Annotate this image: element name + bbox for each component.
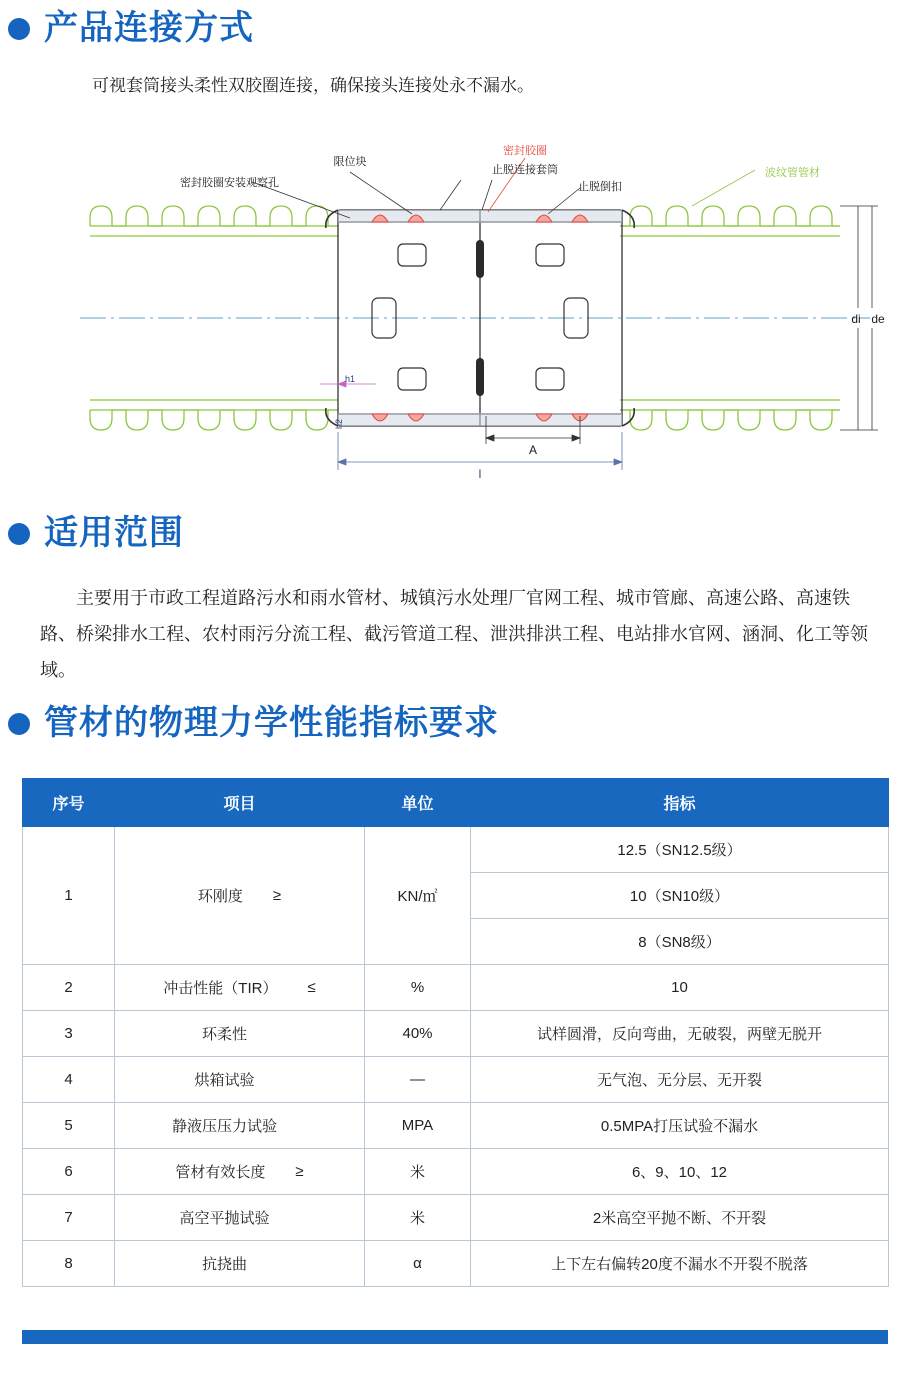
spec-table-wrapper [22,778,888,1287]
section-heading-spec [0,705,499,742]
cell-unit: 米 [365,1195,471,1241]
cell-item [115,1149,365,1195]
cell-item-label: 静液压压力试验 [171,1118,277,1135]
cell-index: 无气泡、无分层、无开裂 [471,1057,889,1103]
cell-index: 10（SN10级） [471,873,889,919]
table-row [23,965,889,1011]
cell-item-label: 管材有效长度 [175,1164,266,1181]
cell-item-label: 环刚度 [197,888,243,905]
cell-index: 2米高空平抛不断、不开裂 [471,1195,889,1241]
bullet-dot-icon [8,713,30,735]
table-row [23,1241,889,1287]
cell-item-symbol: ≤ [307,979,316,996]
cell-no: 7 [23,1195,115,1241]
cell-index: 12.5（SN12.5级） [471,827,889,873]
cell-item [115,965,365,1011]
diagram-dimension-h1: h1 [344,374,356,384]
cell-no: 2 [23,965,115,1011]
cell-item-label: 高空平抛试验 [179,1210,270,1227]
cell-item [115,1195,365,1241]
cell-unit: α [365,1241,471,1287]
diagram-label-anti-slip-sleeve: 止脱连接套筒 [492,164,558,176]
table-row [23,1057,889,1103]
cell-unit: 米 [365,1149,471,1195]
cell-no: 6 [23,1149,115,1195]
cell-item [115,1103,365,1149]
cell-item-symbol: ≥ [272,887,282,904]
diagram-dimension-h2: h2 [334,418,344,430]
cell-unit: % [365,965,471,1011]
section-heading-scope-label: 适用范围 [44,514,184,552]
connection-paragraph: 可视套筒接头柔性双胶圈连接，确保接头连接处永不漏水。 [92,76,534,95]
footer-accent-bar [22,1330,888,1344]
table-header-unit: 单位 [365,779,471,827]
cell-unit: 40% [365,1011,471,1057]
cell-index: 10 [471,965,889,1011]
cell-no: 5 [23,1103,115,1149]
cell-index: 6、9、10、12 [471,1149,889,1195]
table-row [23,1195,889,1241]
cell-item-label: 烘箱试验 [194,1072,255,1089]
table-header-index: 指标 [471,779,889,827]
diagram-dimension-de: de [871,312,885,326]
cell-item [115,827,365,965]
diagram-dimension-a: A [528,443,538,457]
pipe-connection-diagram [20,140,900,495]
cell-unit: — [365,1057,471,1103]
cell-item-label: 冲击性能（TIR） [163,980,278,997]
table-header-row [23,779,889,827]
cell-item-label: 环柔性 [201,1026,247,1043]
diagram-label-corrugated-pipe: 波纹管管材 [765,167,820,179]
bullet-dot-icon [8,18,30,40]
section-heading-connection [0,10,254,47]
table-row [23,1103,889,1149]
table-row [23,1149,889,1195]
cell-item [115,1011,365,1057]
cell-item [115,1241,365,1287]
cell-item [115,1057,365,1103]
bullet-dot-icon [8,523,30,545]
table-row [23,827,889,873]
diagram-dimension-di: di [851,312,861,326]
cell-index: 试样圆滑，反向弯曲，无破裂，两壁无脱开 [471,1011,889,1057]
cell-no: 4 [23,1057,115,1103]
section-heading-spec-label: 管材的物理力学性能指标要求 [44,704,499,742]
cell-index: 8（SN8级） [471,919,889,965]
cell-no: 1 [23,827,115,965]
cell-index: 上下左右偏转20度不漏水不开裂不脱落 [471,1241,889,1287]
diagram-label-seal-ring: 密封胶圈 [503,145,547,157]
diagram-label-limit-block: 限位块 [333,156,367,168]
cell-index: 0.5MPA打压试验不漏水 [471,1103,889,1149]
cell-item-symbol: ≥ [295,1163,304,1180]
diagram-label-anti-slip-buckle: 止脱倒扣 [578,181,622,193]
table-header-no: 序号 [23,779,115,827]
diagram-dimension-l: l [478,467,482,481]
cell-no: 8 [23,1241,115,1287]
table-header-item: 项目 [115,779,365,827]
scope-paragraph: 主要用于市政工程道路污水和雨水管材、城镇污水处理厂官网工程、城市管廊、高速公路、高速铁路、桥梁排水工程、农村雨污分流工程、截污管道工程、泄洪排洪工程、电站排水官网、涵洞、化工等领域。 [40,588,868,680]
spec-table [22,778,889,1287]
diagram-label-observation-hole: 密封胶圈安装观察孔 [180,177,279,189]
section-heading-scope [0,515,184,552]
cell-item-label: 抗挠曲 [201,1256,247,1273]
table-row [23,1011,889,1057]
cell-no: 3 [23,1011,115,1057]
section-heading-connection-label: 产品连接方式 [44,9,254,47]
cell-unit: MPA [365,1103,471,1149]
cell-unit: KN/㎡ [365,827,471,965]
